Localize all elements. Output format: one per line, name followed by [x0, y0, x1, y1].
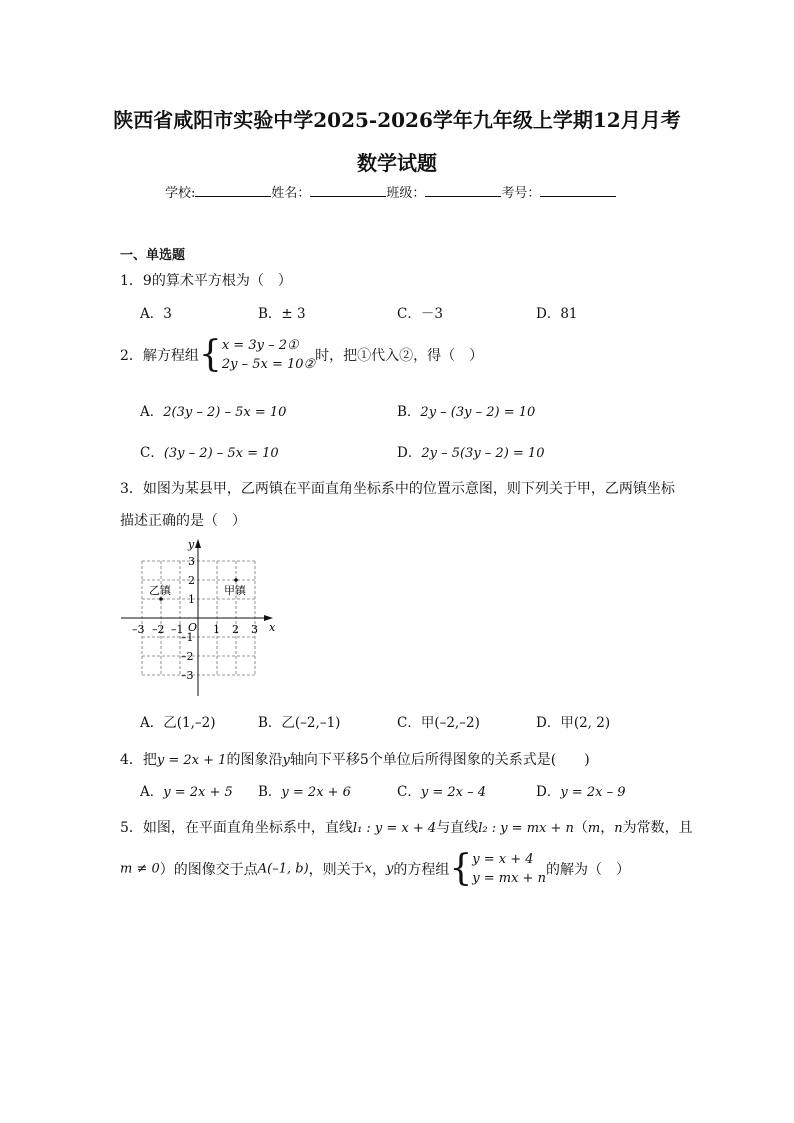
option-expression: y = 2x – 9	[560, 785, 626, 800]
text-segment: 为常数，且	[622, 820, 693, 836]
point-jia	[234, 578, 238, 582]
name-label: 姓名：	[271, 186, 311, 201]
question-2-suffix: 时，把①代入②，得（ ）	[315, 348, 484, 364]
question-3-option-b: B．乙(–2,–1)	[258, 715, 341, 731]
variable-x: x	[364, 861, 372, 877]
equation-2: y = mx + n	[472, 871, 546, 886]
question-2-option-a	[140, 400, 286, 420]
question-2-stem	[120, 336, 483, 374]
y-tick-label: 1	[188, 593, 195, 606]
text-segment: 的方程组	[393, 862, 450, 878]
question-2-prefix: 2．解方程组	[120, 348, 199, 364]
option-label: D．	[536, 784, 561, 800]
school-blank	[195, 184, 271, 197]
option-label: A．	[140, 784, 164, 800]
y-axis-label: y	[188, 538, 195, 551]
question-3-option-c: C．甲(–2,–2)	[397, 715, 480, 731]
option-label: B．	[397, 404, 421, 420]
option-expression: 2(3y – 2) – 5x = 10	[163, 405, 287, 420]
question-2-option-b	[397, 400, 535, 420]
text-segment: （	[573, 820, 588, 836]
exam-title-line2: 数学试题	[357, 151, 437, 175]
text-segment: 的图象沿	[226, 752, 283, 768]
x-tick-label: –2	[152, 623, 165, 636]
text-segment: 轴向下平移5个单位后所得图象的关系式是( )	[289, 752, 590, 768]
axis-variable: y	[282, 753, 290, 768]
variable-y: y	[386, 861, 394, 877]
question-1-stem: 1．9的算术平方根为（ ）	[120, 273, 292, 289]
option-expression: 2y – (3y – 2) = 10	[420, 405, 536, 420]
number-label: 考号：	[501, 186, 541, 201]
x-tick-label: 3	[251, 623, 258, 636]
text-segment: 5．如图，在平面直角坐标系中，直线	[120, 820, 353, 836]
y-axis-arrow	[195, 539, 201, 548]
number-blank	[540, 184, 616, 197]
question-3-option-d: D．甲(2, 2)	[536, 715, 611, 731]
option-expression: (3y – 2) – 5x = 10	[163, 446, 279, 461]
text-segment: ，则关于	[308, 862, 365, 878]
option-label: D．	[397, 445, 422, 461]
option-label: C．	[140, 445, 164, 461]
line-l1-expression: l₁ : y = x + 4	[352, 821, 437, 836]
line-l2-expression: l₂ : y = mx + n	[478, 821, 574, 836]
student-info	[165, 182, 616, 201]
question-2-option-d	[397, 441, 544, 461]
option-label: C．	[397, 784, 421, 800]
point-yi-label: 乙镇	[149, 584, 171, 597]
question-2-option-c	[140, 441, 279, 461]
variable-n: n	[614, 821, 623, 836]
class-label: 班级：	[386, 186, 426, 201]
text-segment: ，	[600, 820, 615, 836]
question-1-option-c: C．－3	[397, 306, 443, 322]
y-tick-label: –3	[181, 669, 194, 682]
question-4-option-b	[258, 780, 351, 800]
condition-expression: m ≠ 0	[120, 861, 160, 877]
question-5-stem-line1	[120, 817, 693, 837]
option-expression: 2y – 5(3y – 2) = 10	[421, 446, 545, 461]
question-4-option-c	[397, 780, 486, 800]
origin-label: O	[188, 621, 198, 634]
text-segment: 的解为（ ）	[545, 862, 630, 878]
class-blank	[425, 184, 501, 197]
question-1-option-d: D．81	[536, 306, 578, 322]
question-4-option-a	[140, 780, 233, 800]
equation-system	[222, 336, 315, 374]
y-tick-label: –1	[181, 631, 194, 644]
question-4-stem	[120, 749, 590, 769]
option-expression: y = 2x – 4	[420, 785, 486, 800]
left-brace: {	[449, 848, 473, 889]
coordinate-figure	[118, 536, 278, 698]
left-brace: {	[198, 334, 222, 375]
y-tick-label: 2	[188, 574, 195, 587]
equation-system	[472, 850, 546, 888]
question-3-stem-line1: 3．如图为某县甲，乙两镇在平面直角坐标系中的位置示意图，则下列关于甲，乙两镇坐标	[120, 481, 675, 497]
text-segment: ，	[372, 862, 386, 878]
option-expression: y = 2x + 6	[281, 785, 351, 800]
question-3-stem-line2: 描述正确的是（ ）	[120, 513, 246, 529]
x-tick-label: –3	[132, 623, 145, 636]
exam-title-line1: 陕西省咸阳市实验中学2025-2026学年九年级上学期12月月考	[113, 108, 681, 132]
text-segment: 4．把	[120, 752, 157, 768]
section-header: 一、单选题	[120, 248, 186, 263]
question-4-option-d	[536, 780, 625, 800]
question-1-option-b: B．± 3	[258, 306, 306, 322]
y-tick-label: 3	[188, 555, 195, 568]
question-1-option-a: A．3	[140, 306, 172, 322]
option-label: A．	[140, 404, 164, 420]
variable-m: m	[587, 821, 601, 836]
option-label: B．	[258, 784, 282, 800]
option-expression: y = 2x + 5	[163, 785, 233, 800]
equation-2: 2y – 5x = 10②	[221, 357, 316, 372]
x-tick-label: 1	[213, 623, 220, 636]
school-label: 学校:	[165, 186, 196, 201]
equation-1: y = x + 4	[472, 852, 534, 867]
point-jia-label: 甲镇	[224, 584, 246, 597]
name-blank	[310, 184, 386, 197]
point-a-expression: A(–1, b)	[257, 861, 309, 877]
question-5-stem-line2	[120, 850, 630, 888]
question-3-option-a: A．乙(1,–2)	[140, 715, 216, 731]
text-segment: ）的图像交于点	[159, 862, 258, 878]
function-expression: y = 2x + 1	[156, 753, 227, 768]
equation-1: x = 3y – 2①	[221, 338, 299, 353]
y-tick-label: –2	[181, 650, 194, 663]
point-yi	[159, 597, 163, 601]
text-segment: 与直线	[436, 820, 479, 836]
x-axis-label: x	[269, 621, 276, 634]
x-tick-label: 2	[232, 623, 239, 636]
x-tick-label: –1	[171, 623, 184, 636]
